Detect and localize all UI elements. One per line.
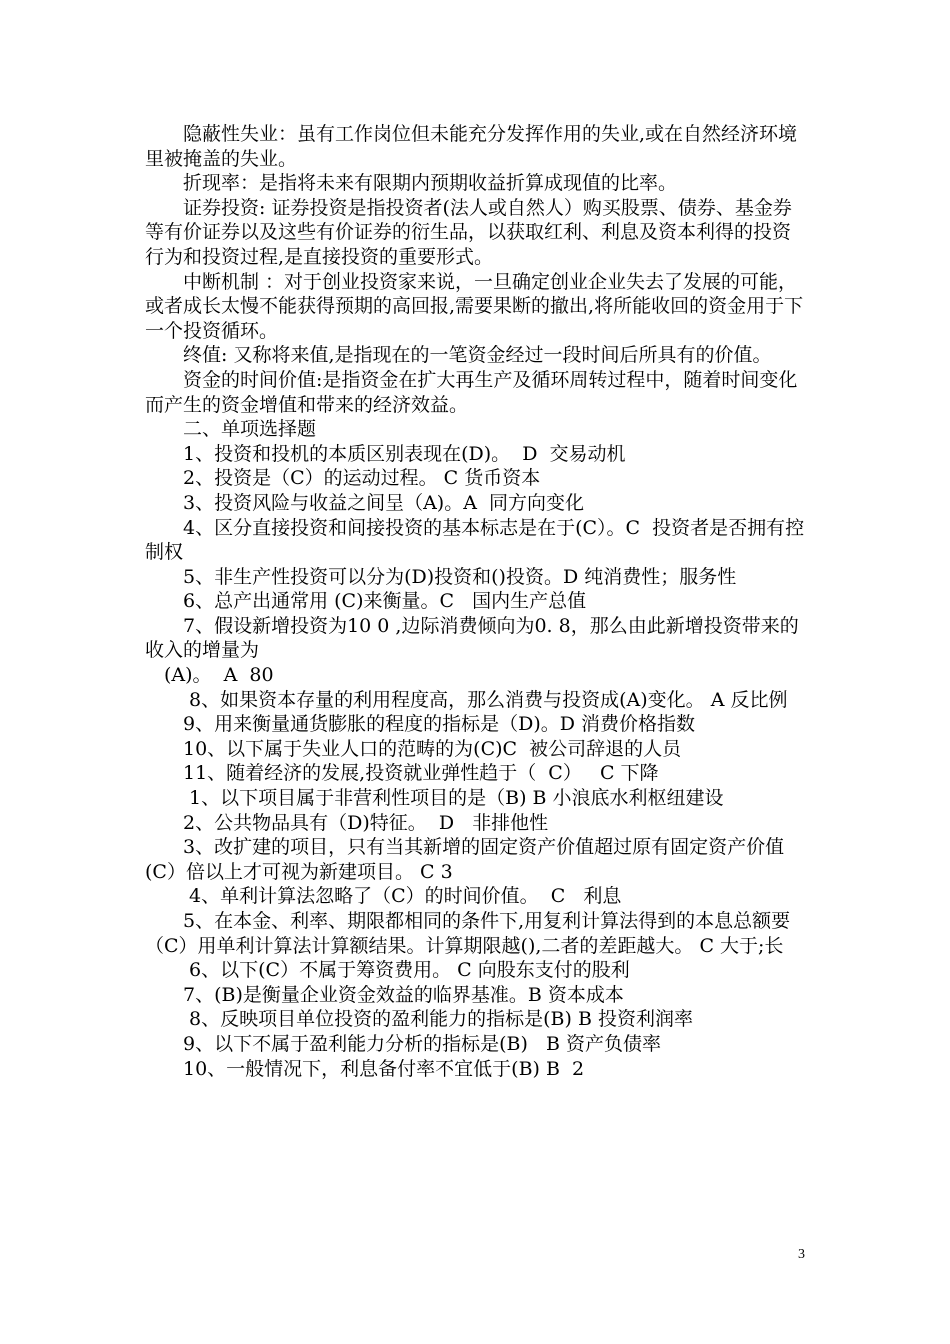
question-item: 6、总产出通常用 (C)来衡量。C 国内生产总值 xyxy=(183,590,587,613)
paragraph-future-value: 终值: 又称将来值,是指现在的一笔资金经过一段时间后所具有的价值。 xyxy=(183,344,772,367)
section-heading-single-choice: 二、单项选择题 xyxy=(183,418,317,441)
paragraph-time-value-of-money: 资金的时间价值:是指资金在扩大再生产及循环周转过程中，随着时间变化而产生的资金增值和带来的经济效益。 xyxy=(145,368,798,416)
question-item: 1、投资和投机的本质区别表现在(D)。 D 交易动机 xyxy=(183,442,626,465)
question-item: 8、如果资本存量的利用程度高，那么消费与投资成(A)变化。 A 反比例 xyxy=(183,688,788,711)
question-item: 3、改扩建的项目，只有当其新增的固定资产价值超过原有固定资产价值(C）倍以上才可视为新建项目。 C 3 xyxy=(145,836,785,883)
question-item: 4、单利计算法忽略了（C）的时间价值。 C 利息 xyxy=(183,885,622,908)
question-item: 2、公共物品具有（D)特征。 D 非排他性 xyxy=(183,811,549,834)
question-item: 1、以下项目属于非营利性项目的是（B) B 小浪底水利枢纽建设 xyxy=(183,787,724,810)
document-page xyxy=(145,122,805,1081)
question-item: 6、以下(C）不属于筹资费用。 C 向股东支付的股利 xyxy=(183,959,630,982)
question-item: 10、一般情况下，利息备付率不宜低于(B) B 2 xyxy=(183,1057,585,1080)
question-item: 9、用来衡量通货膨胀的程度的指标是（D)。D 消费价格指数 xyxy=(183,713,696,736)
question-item: 9、以下不属于盈利能力分析的指标是(B) B 资产负债率 xyxy=(183,1032,661,1055)
question-item: 11、随着经济的发展,投资就业弹性趋于（ C） C 下降 xyxy=(183,762,659,785)
question-item: 8、反映项目单位投资的盈利能力的指标是(B) B 投资利润率 xyxy=(183,1008,693,1031)
question-item: 7、假设新增投资为10 0 ,边际消费倾向为0. 8，那么由此新增投资带来的收入的增量为 xyxy=(145,614,799,662)
question-item: 4、区分直接投资和间接投资的基本标志是在于(C）。C 投资者是否拥有控制权 xyxy=(145,516,805,564)
paragraph-interruption-mechanism: 中断机制 ：对于创业投资家来说，一旦确定创业企业失去了发展的可能，或者成长太慢不能获得预期的高回报,需要果断的撤出,将所能收回的资金用于下一个投资循环。 xyxy=(145,270,804,342)
question-item: 5、在本金、利率、期限都相同的条件下,用复利计算法得到的本息总额要（C）用单利计算法计算额结果。计算期限越(),二者的差距越大。 C 大于;长 xyxy=(145,910,791,957)
question-item: 5、非生产性投资可以分为(D)投资和()投资。D 纯消费性；服务性 xyxy=(183,565,737,588)
question-item: 3、投资风险与收益之间呈（A)。A 同方向变化 xyxy=(183,491,585,514)
question-item: 7、(B)是衡量企业资金效益的临界基准。B 资本成本 xyxy=(183,983,624,1006)
paragraph-securities-investment: 证券投资: 证券投资是指投资者(法人或自然人）购买股票、债券、基金券等有价证券以及这些有价证券的衍生品，以获取红利、利息及资本利得的投资行为和投资过程,是直接投资的重要形式。 xyxy=(145,196,792,268)
question-item: 10、以下属于失业人口的范畴的为(C)C 被公司辞退的人员 xyxy=(183,737,682,760)
question-item-continuation: (A)。 A 80 xyxy=(164,664,274,687)
page-number: 3 xyxy=(798,1247,805,1262)
paragraph-hidden-unemployment: 隐蔽性失业：虽有工作岗位但未能充分发挥作用的失业,或在自然经济环境里被掩盖的失业。 xyxy=(145,123,798,170)
paragraph-discount-rate: 折现率：是指将未来有限期内预期收益折算成现值的比率。 xyxy=(183,172,678,195)
question-item: 2、投资是（C）的运动过程。 C 货币资本 xyxy=(183,467,541,490)
